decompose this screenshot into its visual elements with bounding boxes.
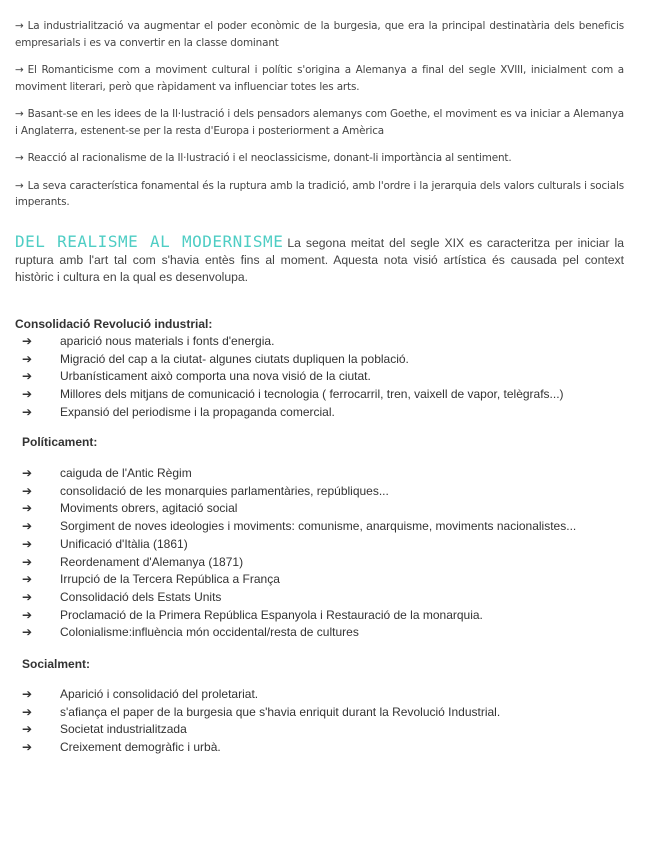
arrow-bullet-icon: ➔	[22, 625, 33, 640]
section-heading	[15, 233, 624, 286]
arrow-bullet-icon: ➔	[22, 369, 33, 384]
list-item: ➔ Migració del cap a la ciutat- algunes ciutats dupliquen la població.	[22, 351, 564, 369]
intro-notes	[15, 18, 624, 222]
list-item: ➔ Colonialisme:influència món occidental/resta de cultures	[22, 624, 576, 642]
list-item: ➔ caiguda de l'Antic Règim	[22, 465, 576, 483]
right-arrow-icon: →	[15, 179, 24, 192]
list-item: ➔ aparició nous materials i fonts d'energia.	[22, 333, 564, 351]
arrow-bullet-icon: ➔	[22, 334, 33, 348]
list-item: ➔ Irrupció de la Tercera República a França	[22, 571, 576, 589]
list-item: ➔ Expansió del periodisme i la propaganda comercial.	[22, 404, 564, 422]
list-item: ➔ s'afiança el paper de la burgesia que s'havia enriquit durant la Revolució Industrial.	[22, 704, 500, 722]
list-item: ➔ Creixement demogràfic i urbà.	[22, 739, 500, 757]
list-item: ➔ Millores dels mitjans de comunicació i tecnologia ( ferrocarril, tren, vaixell de vapor, telègrafs...)	[22, 386, 564, 404]
bullet-list-society	[22, 686, 500, 757]
arrow-bullet-icon: ➔	[22, 519, 33, 534]
list-item: ➔ Societat industrialitzada	[22, 721, 500, 739]
right-arrow-icon: →	[15, 108, 24, 120]
intro-note: → Reacció al racionalisme de la Il·lustració i el neoclassicisme, donant-li importància al sentiment.	[15, 152, 512, 164]
arrow-bullet-icon: ➔	[22, 607, 33, 622]
right-arrow-icon: →	[15, 64, 24, 76]
arrow-bullet-icon: ➔	[22, 501, 33, 516]
list-item: ➔ Aparició i consolidació del proletariat.	[22, 686, 500, 704]
list-item: ➔ Unificació d'Itàlia (1861)	[22, 536, 576, 554]
arrow-bullet-icon: ➔	[22, 704, 33, 719]
arrow-bullet-icon: ➔	[22, 404, 33, 419]
list-item: ➔ Urbanísticament això comporta una nova visió de la ciutat.	[22, 368, 564, 386]
arrow-bullet-icon: ➔	[22, 466, 33, 480]
intro-note: → La industrialització va augmentar el poder econòmic de la burgesia, que era la principal destinatària dels beneficis empresarials i es va convertir en la classe dominant	[15, 20, 624, 49]
arrow-bullet-icon: ➔	[22, 387, 33, 402]
bullet-list-industrial	[22, 333, 564, 422]
arrow-bullet-icon: ➔	[22, 554, 33, 569]
right-arrow-icon: →	[15, 20, 24, 32]
section-title-politics: Políticament:	[22, 435, 98, 449]
arrow-bullet-icon: ➔	[22, 572, 33, 587]
section-title-society: Socialment:	[22, 657, 91, 671]
list-item: ➔ Proclamació de la Primera República Espanyola i Restauració de la monarquia.	[22, 607, 576, 625]
heading-text: La segona meitat del segle XIX es caracteritza per iniciar la ruptura amb l'art tal com s'havia entès fins al moment. Aquesta nota visió artística és causada pel context històric i cultura en la qual es desenvolupa.	[15, 236, 624, 284]
list-item: ➔ Reordenament d'Alemanya (1871)	[22, 554, 576, 572]
intro-note: → El Romanticisme com a moviment cultural i polític s'origina a Alemanya a final del segle XVIII, inicialment com a moviment literari, però que ràpidament va influenciar totes les arts.	[15, 64, 624, 93]
list-item: ➔ Consolidació dels Estats Units	[22, 589, 576, 607]
arrow-bullet-icon: ➔	[22, 740, 33, 755]
bullet-list-politics	[22, 465, 576, 642]
list-item: ➔ Sorgiment de noves ideologies i moviments: comunisme, anarquisme, moviments nacionalistes...	[22, 518, 576, 536]
arrow-bullet-icon: ➔	[22, 351, 33, 366]
right-arrow-icon: →	[15, 152, 24, 164]
section-title-industrial: Consolidació Revolució industrial:	[15, 317, 213, 331]
arrow-bullet-icon: ➔	[22, 483, 33, 498]
list-item: ➔ Moviments obrers, agitació social	[22, 500, 576, 518]
arrow-bullet-icon: ➔	[22, 722, 33, 737]
intro-note: → La seva característica fonamental és la ruptura amb la tradició, amb l'ordre i la jerarquia dels valors culturals i socials imperants.	[15, 179, 624, 208]
list-item: ➔ consolidació de les monarquies parlamentàries, repúbliques...	[22, 483, 576, 501]
intro-note: → Basant-se en les idees de la Il·lustració i dels pensadors alemanys com Goethe, el moviment es va iniciar a Alemanya i Anglaterra, estenent-se per la resta d'Europa i posteriorment a Amèrica	[15, 108, 624, 137]
arrow-bullet-icon: ➔	[22, 536, 33, 551]
arrow-bullet-icon: ➔	[22, 687, 33, 701]
arrow-bullet-icon: ➔	[22, 589, 33, 604]
heading-title: DEL REALISME AL MODERNISME	[15, 232, 284, 251]
